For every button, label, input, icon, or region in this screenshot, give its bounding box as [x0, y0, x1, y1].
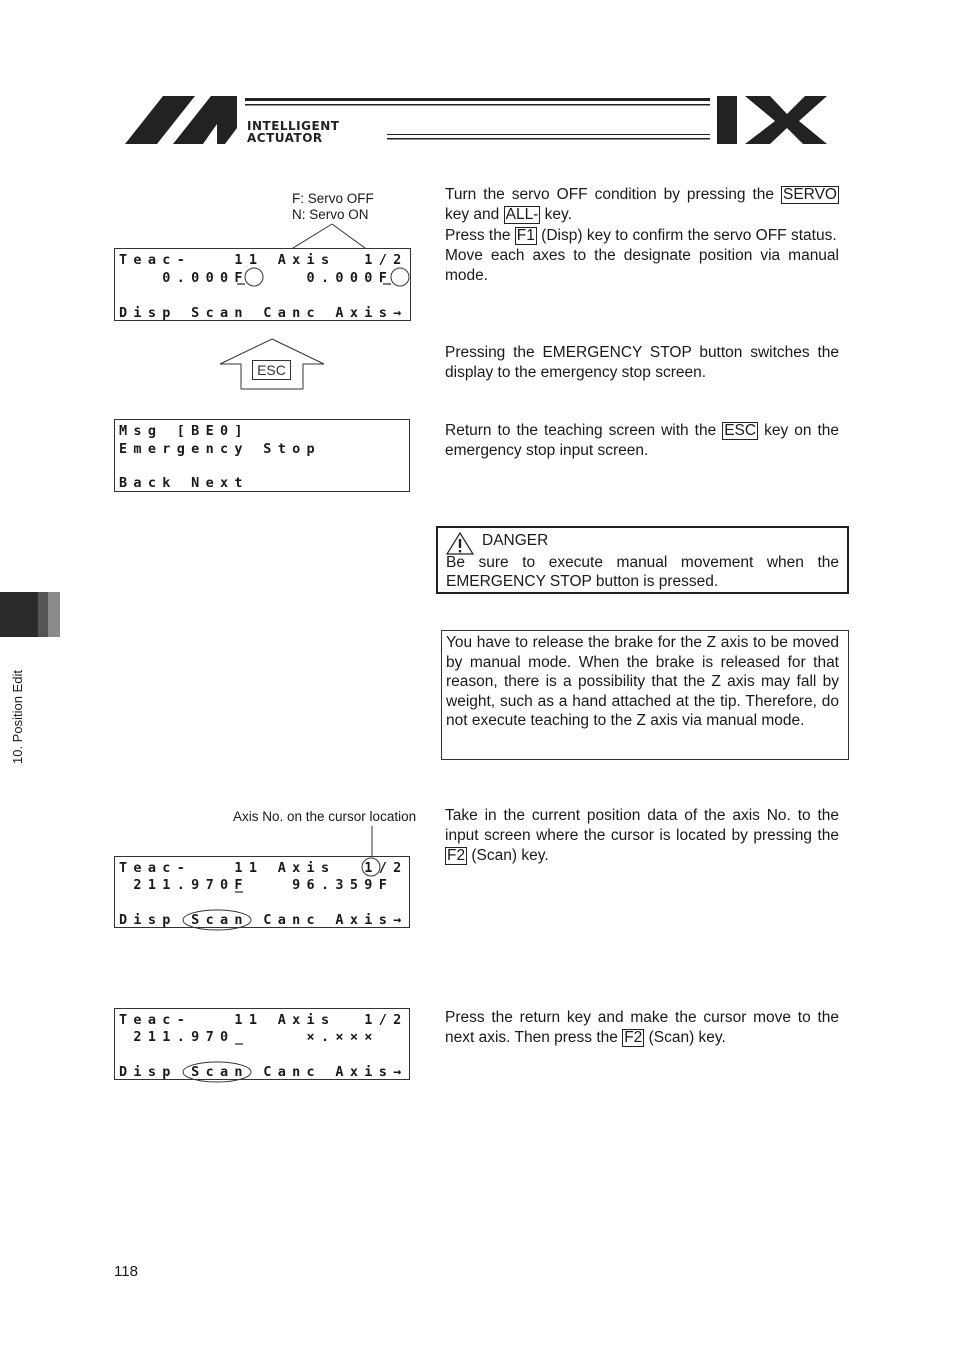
f1-key: F1 [516, 227, 535, 244]
lcd-row-4: Disp Scan Canc Axis→ [119, 912, 408, 928]
caption-pointer-line [360, 826, 380, 860]
lcd-row-1: Teac- 11 Axis 1/2 [119, 860, 408, 876]
chapter-tab [0, 592, 60, 637]
lcd-row-2: 211.970F 96.359F [119, 877, 394, 893]
lcd-row-4: Disp Scan Canc Axis→ [119, 1064, 408, 1080]
lcd-row-1: Msg [BE0] [119, 423, 249, 439]
f2-key: F2 [624, 1029, 643, 1046]
logo-text-actuator: ACTUATOR [247, 131, 323, 145]
lcd-emergency-screen [114, 419, 410, 492]
ia-logo-icon [125, 94, 830, 146]
servo-off-para-1: Turn the servo OFF condition by pressing the SERVO key and ALL- key. [445, 186, 837, 223]
brake-note-box [441, 630, 849, 760]
warning-triangle-icon [446, 531, 474, 555]
lcd-row-2: Emergency Stop [119, 441, 321, 457]
scan-highlight-2 [114, 1008, 410, 1088]
lcd-row-2: 211.970 ×.××× [119, 1029, 379, 1045]
scan-instructions: Take in the current position data of the axis No. to the input screen where the cursor is located by pressing the F2 (Scan) key. [445, 807, 839, 864]
servo-caption-off: F: Servo OFF [292, 191, 374, 206]
servo-key: SERVO [783, 186, 837, 203]
next-axis-instructions: Press the return key and make the cursor move to the next axis. Then press the F2 (Scan) key. [445, 1009, 839, 1046]
danger-title: DANGER [482, 532, 549, 549]
emergency-stop-text: Pressing the EMERGENCY STOP button switches the display to the emergency stop screen. [445, 344, 839, 381]
header-logo [125, 94, 830, 146]
return-esc-text: Return to the teaching screen with the ESC key on the emergency stop input screen. [445, 422, 839, 459]
scan-highlight [114, 856, 410, 936]
lcd-row-1: Teac- 11 Axis 1/2 [119, 1012, 408, 1028]
danger-header [446, 531, 839, 553]
servo-off-para-3: Move each axes to the designate position via manual mode. [445, 247, 839, 284]
lcd-row-4: Back Next [119, 475, 249, 491]
f2-key: F2 [447, 847, 466, 864]
lcd-row-4: Disp Scan Canc Axis→ [119, 305, 408, 321]
servo-off-instructions [445, 185, 839, 286]
lcd-row-2: 0.000F 0.000F [119, 270, 394, 286]
all-minus-key: ALL- [505, 206, 539, 223]
servo-flag-circles [114, 248, 410, 320]
esc-arrow [219, 338, 325, 390]
servo-caption-on: N: Servo ON [292, 207, 369, 222]
esc-key: ESC [724, 422, 757, 439]
danger-text: Be sure to execute manual movement when the EMERGENCY STOP button is pressed. [446, 554, 839, 590]
page-number: 118 [114, 1263, 138, 1280]
lcd-row-1: Teac- 11 Axis 1/2 [119, 252, 408, 268]
axis-cursor-caption: Axis No. on the cursor location [233, 809, 417, 824]
chapter-label: 10. Position Edit [10, 670, 25, 764]
brake-note-text: You have to release the brake for the Z axis to be moved by manual mode. When the brake is released for that reason, there is a possibility that the Z axis may fall by weight, such as a hand attached at the tip. Therefore, do not execute teaching to the Z axis via manual mode. [446, 634, 839, 729]
logo-text-intelligent: INTELLIGENT [247, 118, 340, 134]
servo-off-para-2: Press the F1 (Disp) key to confirm the servo OFF status. [445, 227, 837, 244]
esc-key-label: ESC [252, 360, 291, 380]
danger-box [436, 526, 849, 594]
